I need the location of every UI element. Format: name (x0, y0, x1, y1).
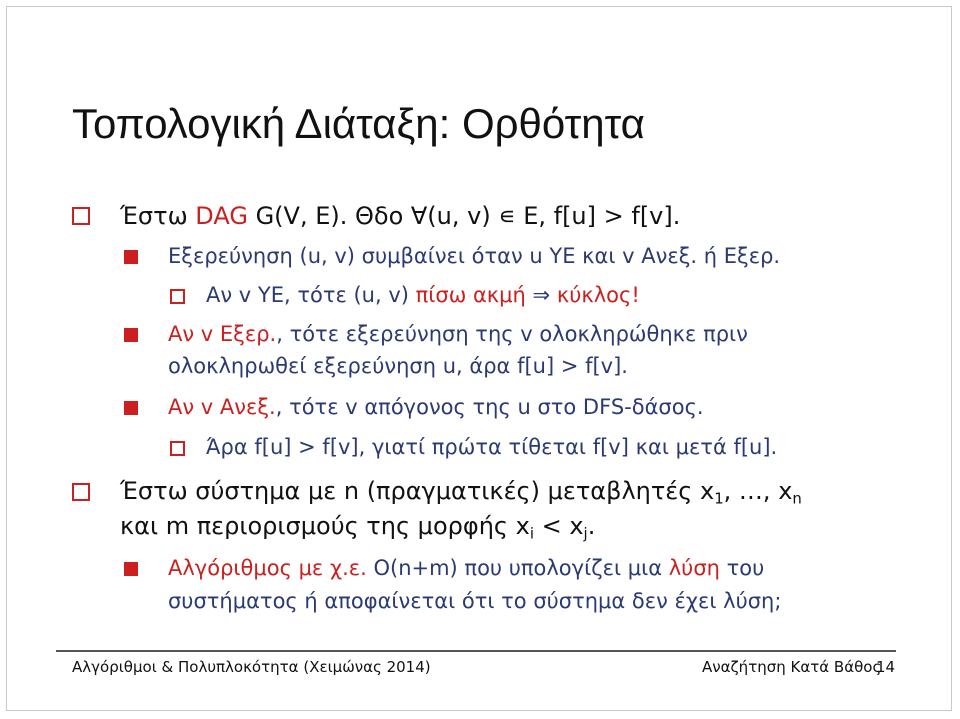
filled-square-bullet-icon (124, 250, 138, 264)
sub-bullet-algorithm-cont: συστήματος ή αποφαίνεται ότι το σύστημα δεν έχει λύση; (168, 589, 782, 613)
footer-page-number: 14 (876, 658, 896, 676)
text-segment: , τότε εξερεύνηση της v ολοκληρώθηκε πριν (276, 322, 748, 346)
subscript: n (792, 489, 802, 508)
sub-bullet-algorithm (168, 556, 764, 580)
unexplored-highlight: Αν v Ανεξ. (168, 395, 276, 419)
text-segment: του (719, 556, 765, 580)
bullet-dag-statement (120, 202, 680, 230)
sub-bullet-explored-cont: ολοκληρωθεί εξερεύνηση u, άρα f[u] > f[v]. (168, 354, 628, 378)
sub-bullet-exploration: Εξερεύνηση (u, v) συμβαίνει όταν u ΥΕ και v Ανεξ. ή Εξερ. (168, 244, 781, 268)
dag-highlight: DAG (195, 202, 248, 230)
hollow-square-bullet-icon (72, 207, 90, 225)
text-segment: Έστω (120, 202, 196, 230)
text-segment: , …, x (723, 477, 793, 505)
sub-sub-bullet-back-edge (206, 283, 640, 307)
hollow-square-bullet-icon (72, 483, 90, 501)
text-segment: Έστω σύστημα με n (πραγματικές) μεταβλητές x (120, 477, 715, 505)
bullet-system-statement (120, 477, 802, 507)
back-edge-highlight: πίσω ακμή (415, 283, 526, 307)
slide-title: Τοπολογική Διάταξη: Ορθότητα (72, 100, 645, 147)
sub-sub-bullet-therefore: Άρα f[u] > f[v], γιατί πρώτα τίθεται f[v] και μετά f[u]. (206, 435, 778, 459)
text-segment: G(V, E). Θδο ∀(u, v) ∊ E, f[u] > f[v]. (247, 202, 681, 230)
algorithm-highlight: Αλγόριθμος με χ.ε. (168, 556, 367, 580)
implies-arrow-icon: ⇒ (525, 283, 557, 307)
cycle-highlight: κύκλος! (556, 283, 640, 307)
hollow-square-bullet-icon (170, 289, 185, 304)
text-segment: , τότε v απόγονος της u στο DFS-δάσος. (275, 395, 704, 419)
text-segment: O(n+m) που υπολογίζει μια (366, 556, 669, 580)
sub-bullet-unexplored (168, 395, 704, 419)
text-segment: < x (533, 512, 584, 540)
filled-square-bullet-icon (124, 562, 138, 576)
bullet-system-constraints (120, 512, 595, 542)
sub-bullet-explored (168, 322, 748, 346)
filled-square-bullet-icon (124, 328, 138, 342)
subscript: i (529, 524, 534, 543)
text-segment: Αν v ΥΕ, τότε (u, v) (206, 283, 416, 307)
text-segment: και m περιορισμούς της μορφής x (120, 512, 530, 540)
hollow-square-bullet-icon (170, 441, 185, 456)
subscript: j (583, 524, 588, 543)
solution-highlight: λύση (668, 556, 720, 580)
footer-divider (56, 650, 896, 652)
explored-highlight: Αν v Εξερ. (168, 322, 277, 346)
footer-course: Αλγόριθμοι & Πολυπλοκότητα (Χειμώνας 2014) (72, 658, 431, 676)
filled-square-bullet-icon (124, 401, 138, 415)
subscript: 1 (714, 489, 724, 508)
text-segment: . (587, 512, 596, 540)
footer-topic: Αναζήτηση Κατά Βάθος (702, 658, 882, 676)
